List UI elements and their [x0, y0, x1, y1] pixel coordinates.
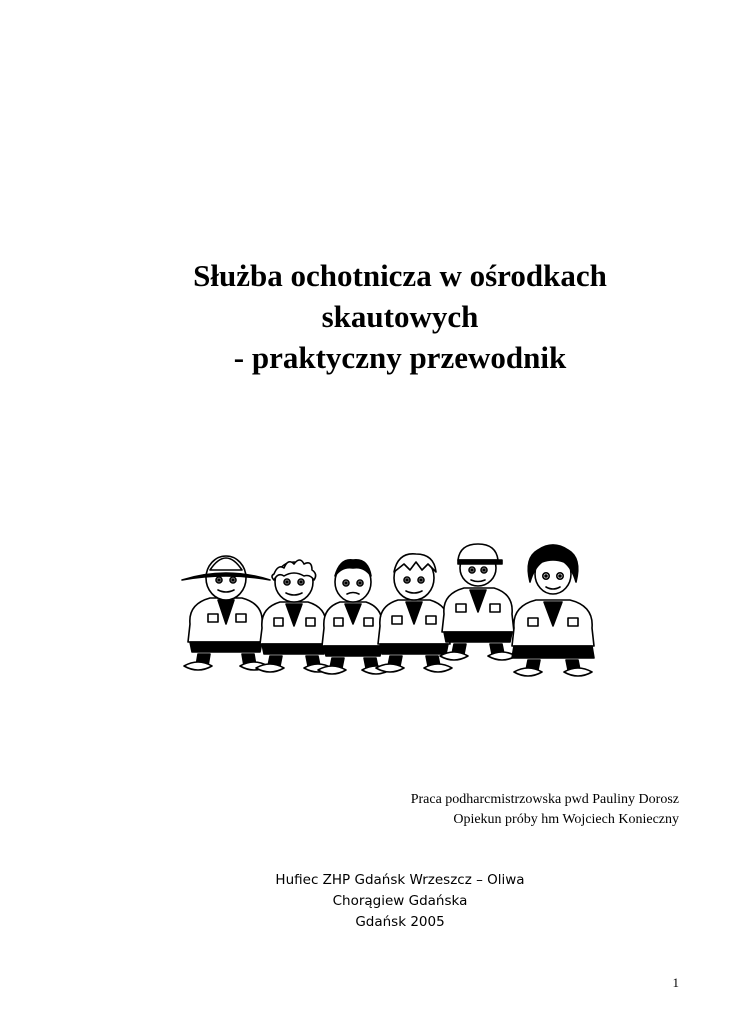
page-number: 1 — [672, 975, 679, 990]
scout-figure-3 — [318, 560, 390, 674]
title-line-1: Służba ochotnicza w ośrodkach — [193, 258, 607, 293]
scout-figure-1 — [182, 556, 270, 670]
scouts-illustration — [168, 538, 614, 680]
scout-figure-4 — [376, 554, 452, 672]
scout-figure-2 — [256, 560, 332, 672]
author-credit: Praca podharcmistrzowska pwd Pauliny Dorosz — [410, 792, 679, 807]
title-line-2: skautowych — [321, 299, 479, 334]
credits-block — [411, 790, 679, 830]
scout-figure-6 — [512, 545, 594, 676]
banner-name: Chorągiew Gdańska — [332, 893, 468, 909]
unit-name: Hufiec ZHP Gdańsk Wrzeszcz – Oliwa — [275, 872, 525, 888]
supervisor-credit: Opiekun próby hm Wojciech Konieczny — [453, 812, 679, 827]
organization-block — [200, 870, 600, 933]
place-year: Gdańsk 2005 — [355, 914, 445, 930]
scout-figure-5 — [440, 544, 516, 660]
document-title — [100, 255, 700, 378]
title-line-3: - praktyczny przewodnik — [233, 340, 567, 375]
